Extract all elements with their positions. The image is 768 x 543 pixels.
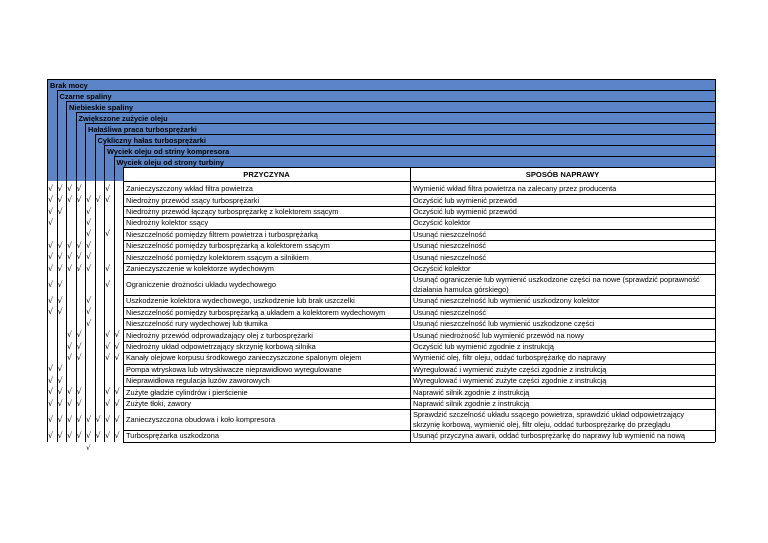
remedy-cell: Wymienić olej, filtr oleju, oddać turbosprężarkę do naprawy	[413, 353, 607, 363]
remedy-cell-cont: skrzynię korbową, wymienić olej, filtr oleju, oddać turbosprężarkę do przeglądu	[413, 419, 671, 429]
cause-cell: Nieszczelność rury wydechowej lub tłumika	[126, 319, 268, 329]
category-column-fill-3	[76, 123, 86, 181]
check-mark: √	[67, 195, 73, 205]
cause-cell: Nieszczelność pomiędzy turbosprężarką a kolektorem ssącym	[126, 241, 330, 251]
column-rule	[95, 134, 96, 442]
check-mark: √	[114, 398, 120, 408]
check-mark: √	[48, 375, 54, 385]
remedy-cell: Oczyścić kolektor	[413, 218, 471, 228]
check-mark: √	[57, 240, 63, 250]
check-mark: √	[105, 430, 111, 440]
table-top	[123, 167, 715, 168]
check-mark: √	[67, 430, 73, 440]
check-mark: √	[105, 398, 111, 408]
check-mark: √	[105, 195, 111, 205]
check-mark: √	[105, 414, 111, 424]
cause-cell: Pompa wtryskowa lub wtryskiwacze nieprawidłowo wyregulowane	[126, 364, 342, 374]
check-mark: √	[48, 387, 54, 397]
check-mark: √	[57, 206, 63, 216]
column-rule-right	[715, 79, 716, 442]
check-mark: √	[105, 341, 111, 351]
cause-cell: Uszkodzenie kolektora wydechowego, uszkodzenie lub brak uszczelki	[126, 296, 355, 306]
check-mark: √	[48, 295, 54, 305]
check-mark: √	[105, 330, 111, 340]
check-mark: √	[48, 307, 54, 317]
remedy-cell: Usunąć nieszczelność lub wymienić uszkodzone części	[413, 319, 595, 329]
cause-cell: Niedrożny układ odpowietrzający skrzynię korbową silnika	[126, 342, 316, 351]
check-mark: √	[57, 279, 63, 289]
check-mark: √	[48, 430, 54, 440]
remedy-cell: Usunąć niedrożność lub wymienić przewód na nowy	[413, 330, 584, 340]
check-mark: √	[86, 263, 92, 273]
check-mark: √	[57, 375, 63, 385]
check-mark: √	[67, 252, 73, 262]
check-mark: √	[57, 398, 63, 408]
check-mark: √	[67, 183, 73, 193]
remedy-cell-cont: działania hamulca górskiego)	[413, 284, 509, 294]
stray-check-mark: √	[86, 443, 91, 452]
check-mark: √	[86, 295, 92, 305]
check-mark: √	[48, 414, 54, 424]
check-mark: √	[76, 430, 82, 440]
check-mark: √	[76, 398, 82, 408]
check-mark: √	[48, 252, 54, 262]
check-mark: √	[105, 183, 111, 193]
cause-cell: Kanały olejowe korpusu środkowego zanieczyszczone spalonym olejem	[126, 353, 362, 363]
remedy-cell: Usunąć nieszczelność	[413, 229, 487, 239]
check-mark: √	[67, 414, 73, 424]
check-mark: √	[105, 229, 111, 239]
cause-cell: Zużyte gładzie cylindrów i pierścienie	[126, 387, 248, 397]
category-header-1: Czarne spaliny	[57, 90, 716, 101]
remedy-cell: Usunąć ograniczenie lub wymienić uszkodzone części na nowe (sprawdzić poprawność	[413, 274, 700, 284]
check-mark: √	[57, 387, 63, 397]
cause-cell: Zanieczyszczona obudowa i koło kompresora	[126, 415, 276, 425]
remedy-cell: Oczyścić lub wymienić przewód	[413, 207, 517, 216]
check-mark: √	[76, 195, 82, 205]
header-divider	[123, 181, 715, 182]
remedy-cell: Oczyścić kolektor	[413, 264, 471, 273]
check-mark: √	[114, 387, 120, 397]
remedy-cell: Usunąć nieszczelność	[413, 241, 487, 251]
check-mark: √	[67, 330, 73, 340]
category-header-2: Niebieskie spaliny	[66, 101, 715, 112]
check-mark: √	[57, 183, 63, 193]
cause-cell: Nieszczelność pomiędzy kolektorem ssącym a silnikiem	[126, 252, 309, 262]
remedy-cell: Usunąć nieszczelność	[413, 252, 487, 262]
check-mark: √	[95, 195, 101, 205]
remedy-cell: Wymienić wkład filtra powietrza na zalecany przez producenta	[413, 184, 617, 194]
check-mark: √	[48, 263, 54, 273]
category-column-fill-0	[47, 90, 57, 181]
cause-cell: Niedrożny kolektor ssący	[126, 218, 209, 228]
column-rule	[76, 112, 77, 442]
cause-cell: Ograniczenie drożności układu wydechowego	[126, 280, 276, 290]
check-mark: √	[57, 195, 63, 205]
check-mark: √	[57, 364, 63, 374]
column-rule	[57, 90, 58, 442]
category-header-0: Brak mocy	[47, 79, 715, 90]
check-mark: √	[114, 341, 120, 351]
check-mark: √	[105, 279, 111, 289]
check-mark: √	[48, 279, 54, 289]
cause-cell: Turbosprężarka uszkodzona	[126, 431, 219, 441]
category-header-4: Hałaśliwa praca turbosprężarki	[85, 123, 715, 134]
cause-cell: Niedrożny przewód łączący turbosprężarkę z kolektorem ssącym	[126, 207, 339, 216]
cause-cell: Niedrożny przewód ssący turbosprężarki	[126, 195, 260, 205]
cause-cell: Nieszczelność pomiędzy turbosprężarką a układem a kolektorem wydechowym	[126, 307, 386, 317]
check-mark: √	[114, 330, 120, 340]
check-mark: √	[67, 387, 73, 397]
check-mark: √	[57, 295, 63, 305]
check-mark: √	[76, 341, 82, 351]
remedy-cell: Sprawdzić szczelność układu ssącego powietrza, sprawdzić układ odpowietrzający	[413, 409, 685, 419]
check-mark: √	[95, 430, 101, 440]
cause-cell: Nieszczelność pomiędzy filtrem powietrza i turbosprężarką	[126, 229, 318, 239]
column-rule-mid	[410, 167, 411, 442]
check-mark: √	[48, 206, 54, 216]
check-mark: √	[76, 183, 82, 193]
category-header-6: Wyciek oleju od striny kompresora	[104, 145, 715, 156]
check-mark: √	[76, 352, 82, 362]
category-column-fill-4	[85, 134, 95, 181]
check-mark: √	[105, 352, 111, 362]
remedy-cell: Usunąć nieszczelność	[413, 307, 487, 317]
check-mark: √	[86, 195, 92, 205]
column-rule	[47, 79, 48, 442]
check-mark: √	[67, 352, 73, 362]
check-mark: √	[86, 229, 92, 239]
check-mark: √	[48, 240, 54, 250]
remedy-cell: Naprawić silnik zgodnie z instrukcją	[413, 387, 530, 397]
column-rule	[114, 156, 115, 442]
check-mark: √	[48, 217, 54, 227]
check-mark: √	[48, 183, 54, 193]
check-mark: √	[86, 307, 92, 317]
check-mark: √	[67, 240, 73, 250]
category-header-7: Wyciek oleju od strony turbiny	[114, 156, 716, 167]
check-mark: √	[48, 195, 54, 205]
check-mark: √	[76, 330, 82, 340]
check-mark: √	[67, 341, 73, 351]
check-mark: √	[57, 307, 63, 317]
cause-cell: Zużyte tłoki, zawory	[126, 399, 191, 408]
check-mark: √	[67, 398, 73, 408]
check-mark: √	[76, 414, 82, 424]
check-mark: √	[86, 414, 92, 424]
check-mark: √	[86, 217, 92, 227]
column-header-remedy: SPOSÓB NAPRAWY	[525, 170, 600, 179]
check-mark: √	[86, 430, 92, 440]
category-header-3: Zwiększone zużycie oleju	[76, 112, 716, 123]
remedy-cell: Oczyścić lub wymienić zgodnie z instrukcją	[413, 342, 554, 351]
check-mark: √	[86, 252, 92, 262]
column-rule	[104, 145, 105, 442]
check-mark: √	[76, 263, 82, 273]
column-rule	[66, 101, 67, 442]
category-column-fill-2	[66, 112, 76, 181]
check-mark: √	[114, 430, 120, 440]
check-mark: √	[57, 252, 63, 262]
row-divider	[123, 442, 715, 443]
remedy-cell: Wyregulować i wymienić zużyte części zgodnie z instrukcją	[413, 364, 607, 374]
column-rule	[85, 123, 86, 442]
check-mark: √	[76, 252, 82, 262]
column-rule	[123, 167, 124, 442]
check-mark: √	[76, 240, 82, 250]
check-mark: √	[114, 414, 120, 424]
check-mark: √	[86, 206, 92, 216]
check-mark: √	[57, 263, 63, 273]
category-column-fill-7	[114, 167, 124, 181]
check-mark: √	[114, 352, 120, 362]
remedy-cell: Wyregulować i wymienić zużyte części zgodnie z instrukcją	[413, 376, 607, 386]
check-mark: √	[57, 414, 63, 424]
check-mark: √	[105, 263, 111, 273]
category-column-fill-6	[104, 156, 114, 181]
check-mark: √	[76, 387, 82, 397]
remedy-cell: Naprawić silnik zgodnie z instrukcją	[413, 399, 530, 408]
check-mark: √	[57, 430, 63, 440]
cause-cell: Zanieczyszczony wkład filtra powietrza	[126, 184, 253, 194]
check-mark: √	[95, 414, 101, 424]
remedy-cell: Usunąć nieszczelność lub wymienić uszkodzony kolektor	[413, 296, 600, 306]
category-header-5: Cykliczny hałas turbosprężarki	[95, 134, 716, 145]
remedy-cell: Oczyścić lub wymienić przewód	[413, 195, 517, 205]
check-mark: √	[48, 364, 54, 374]
cause-cell: Zanieczyszczenie w kolektorze wydechowym	[126, 264, 274, 273]
check-mark: √	[67, 263, 73, 273]
check-mark: √	[86, 318, 92, 328]
check-mark: √	[105, 387, 111, 397]
category-column-fill-5	[95, 145, 105, 181]
check-mark: √	[86, 240, 92, 250]
remedy-cell: Usunąć przyczyna awarii, oddać turbosprężarkę do naprawy lub wymienić na nową	[413, 431, 685, 441]
cause-cell: Nieprawidłowa regulacja luzów zaworowych	[126, 376, 270, 386]
cause-cell: Niedrożny przewód odprowadzający olej z turbosprężarki	[126, 330, 313, 340]
check-mark: √	[48, 398, 54, 408]
column-header-cause: PRZYCZYNA	[243, 170, 290, 179]
category-column-fill-1	[57, 101, 67, 181]
